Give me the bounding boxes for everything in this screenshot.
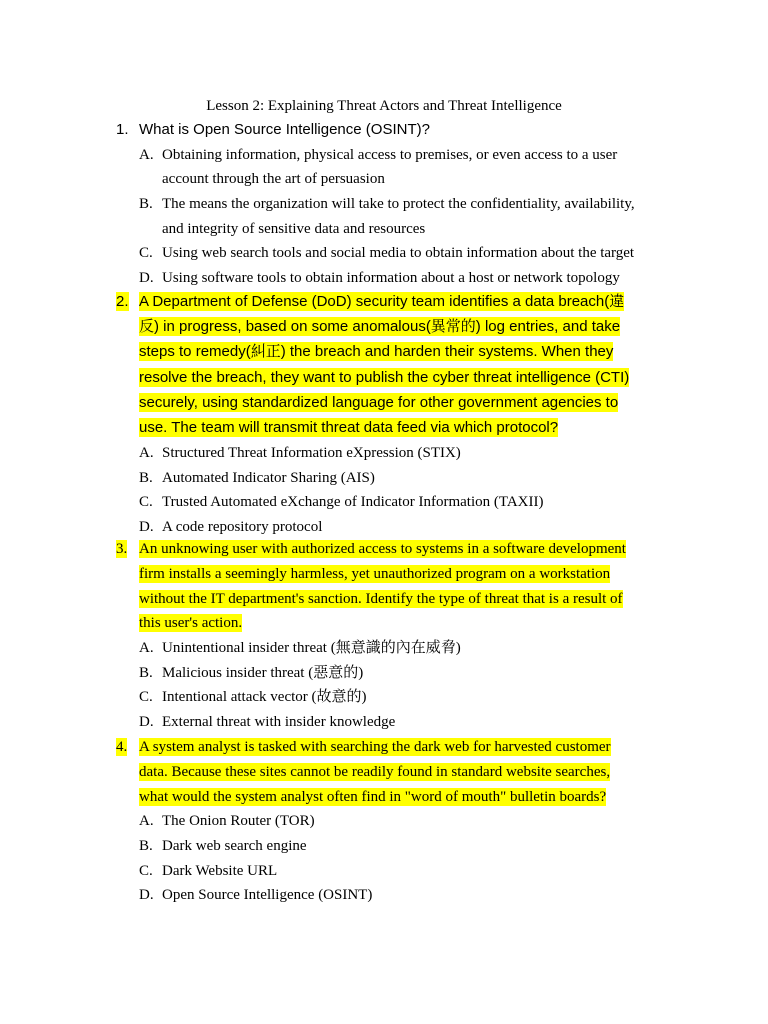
question-text: What is Open Source Intelligence (OSINT)? [139, 121, 430, 138]
question-text: this user's action. [139, 615, 243, 632]
option-text: Dark web search engine [162, 838, 307, 854]
question-text: resolve the breach, they want to publish the cyber threat intelligence (CTI) [139, 368, 630, 386]
question-text-line [139, 589, 623, 611]
question-text-line [139, 418, 558, 440]
question-text: what would the system analyst often find in "word of mouth" bulletin boards? [139, 788, 607, 805]
question-text-line [139, 539, 626, 561]
question-text-line [139, 342, 613, 364]
question-text: data. Because these sites cannot be readily found in standard website searches, [139, 763, 611, 780]
question-text: firm installs a seemingly harmless, yet unauthorized program on a workstation [139, 565, 611, 582]
option-text: Trusted Automated eXchange of Indicator Information (TAXII) [162, 494, 544, 511]
option-text: The means the organization will take to protect the confidentiality, availability, [162, 196, 635, 212]
question-text-line [139, 762, 610, 784]
option-letter: D. [139, 887, 154, 904]
question-text-line [139, 368, 629, 390]
option-letter: A. [139, 640, 154, 657]
option-text: Open Source Intelligence (OSINT) [162, 887, 373, 904]
option-letter: C. [139, 494, 153, 511]
option-letter: B. [139, 196, 153, 212]
option-letter: A. [139, 146, 154, 163]
option-text: and integrity of sensitive data and resources [162, 220, 426, 237]
question-number-text: 3. [116, 541, 128, 557]
option-text: Automated Indicator Sharing (AIS) [162, 469, 375, 486]
question-text-line [139, 787, 606, 809]
option-letter: B. [139, 664, 153, 681]
question-number [116, 292, 129, 314]
option-letter: A. [139, 445, 154, 462]
question-number-text: 1. [116, 121, 129, 138]
option-letter: B. [139, 469, 153, 486]
question-text: 反) in progress, based on some anomalous(異常的) log entries, and take [139, 318, 621, 336]
question-number [116, 120, 129, 142]
option-letter: C. [139, 862, 153, 879]
option-text: Unintentional insider threat (無意識的內在威脅) [162, 640, 461, 657]
option-text: A code repository protocol [162, 519, 323, 535]
option-letter: C. [139, 689, 153, 706]
option-text: External threat with insider knowledge [162, 714, 396, 730]
question-text-line [139, 120, 430, 142]
question-text: A Department of Defense (DoD) security team identifies a data breach(違 [139, 293, 625, 310]
option-letter: C. [139, 245, 153, 262]
option-letter: D. [139, 714, 154, 730]
page-title: Lesson 2: Explaining Threat Actors and Threat Intelligence [206, 98, 562, 114]
option-text: Using software tools to obtain information about a host or network topology [162, 269, 620, 286]
option-text: Using web search tools and social media to obtain information about the target [162, 245, 635, 262]
question-number-text: 2. [116, 293, 129, 310]
question-text-line [139, 292, 624, 314]
question-text: securely, using standardized language for other government agencies to [139, 393, 619, 411]
question-number [116, 539, 127, 561]
option-text: The Onion Router (TOR) [162, 813, 315, 830]
question-text-line [139, 317, 620, 339]
question-text: use. The team will transmit threat data feed via which protocol? [139, 419, 559, 436]
question-text-line [139, 564, 610, 586]
question-text-line [139, 393, 618, 415]
option-letter: D. [139, 519, 154, 535]
option-text: Structured Threat Information eXpression (STIX) [162, 445, 461, 462]
option-text: Obtaining information, physical access to premises, or even access to a user [162, 146, 618, 163]
question-text-line [139, 737, 611, 759]
option-letter: D. [139, 269, 154, 286]
question-number-text: 4. [116, 739, 128, 755]
option-text: account through the art of persuasion [162, 171, 385, 188]
question-text: without the IT department's sanction. Identify the type of threat that is a result of [139, 590, 623, 607]
option-text: Intentional attack vector (故意的) [162, 689, 367, 706]
option-letter: B. [139, 838, 153, 854]
question-text: A system analyst is tasked with searching the dark web for harvested customer [139, 739, 611, 755]
question-number [116, 737, 127, 759]
question-text: An unknowing user with authorized access to systems in a software development [139, 541, 626, 557]
option-text: Dark Website URL [162, 862, 278, 879]
option-text: Malicious insider threat (惡意的) [162, 664, 364, 681]
question-text: steps to remedy(糾正) the breach and harden their systems. When they [139, 343, 614, 361]
question-text-line [139, 613, 242, 635]
option-letter: A. [139, 813, 154, 830]
